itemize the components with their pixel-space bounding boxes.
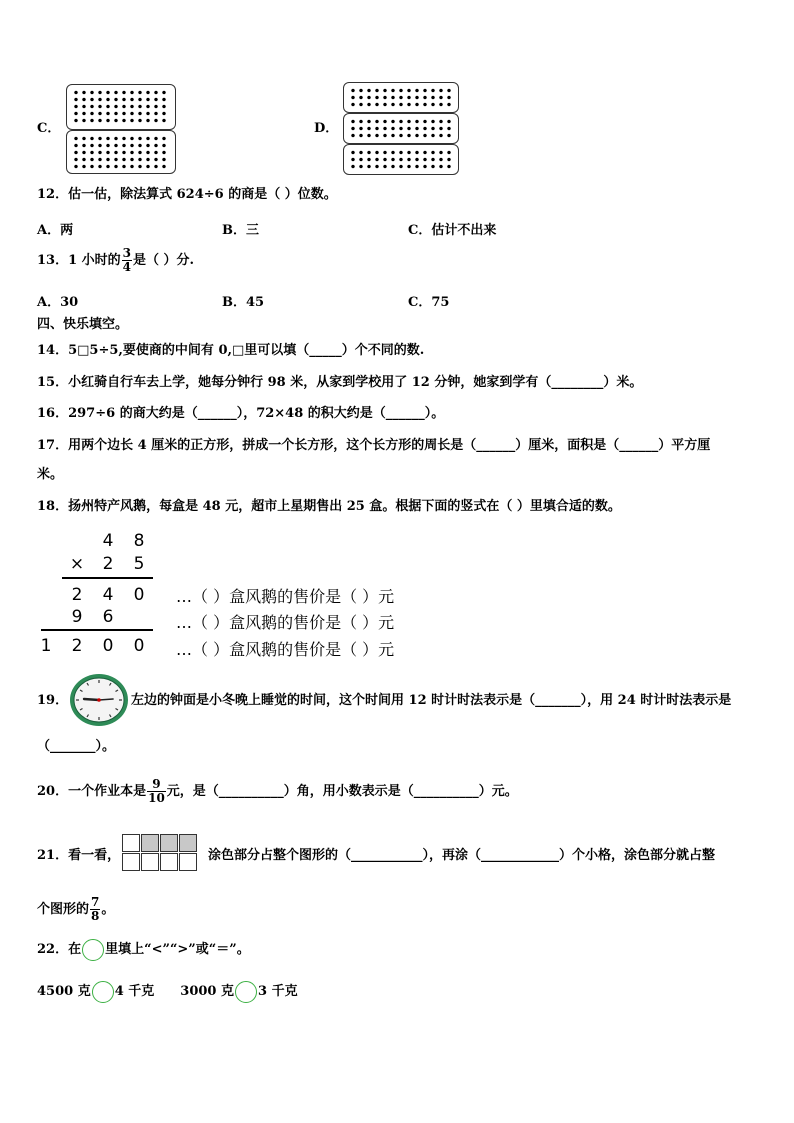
clock-icon (68, 671, 130, 727)
grid-cell (179, 853, 197, 871)
digit: 2 (71, 585, 83, 605)
compare-blank-1[interactable] (92, 981, 114, 1003)
digit: 2 (102, 554, 114, 574)
note-line-1: …（ ）盒风鹅的售价是（ ）元 (176, 587, 395, 606)
grid-cell (122, 853, 140, 871)
compare-blank-2[interactable] (235, 981, 257, 1003)
question-22: 22．在 里填上“<”“>”或“＝”。 (37, 938, 250, 962)
digit: 0 (133, 585, 145, 605)
grid-cell-shaded (179, 834, 197, 852)
question-21-prefix: 21．看一看， (37, 848, 121, 863)
note-line-2: …（ ）盒风鹅的售价是（ ）元 (176, 613, 395, 632)
dot-card (343, 113, 459, 144)
grid-cell (141, 853, 159, 871)
fraction: $\frac{3}{4}$ (122, 246, 132, 274)
dot-card (66, 130, 176, 174)
question-17: 17．用两个边长 4 厘米的正方形，拼成一个长方形，这个长方形的周长是（______）厘米，面积是（______）平方厘 (37, 438, 711, 453)
question-19-cont: （_______）。 (37, 739, 116, 754)
digit: 0 (102, 636, 114, 656)
fraction: $\frac{9}{10}$ (148, 777, 165, 805)
question-20: 20．一个作业本是 $\frac{9}{10}$ 元，是（__________）角，用小数表示是（__________）元。 (37, 777, 518, 805)
digit: 8 (133, 531, 145, 551)
q12-option-b[interactable]: B．三 (222, 223, 259, 238)
option-d-label: D． (314, 121, 339, 136)
question-19-number: 19． (37, 693, 69, 708)
question-14: 14．5□5÷5,要使商的中间有 0,□里可以填（_____）个不同的数. (37, 343, 425, 358)
q12-option-a[interactable]: A．两 (37, 223, 74, 238)
dot-card (343, 82, 459, 113)
divider-line (62, 577, 153, 579)
grid-cell-shaded (141, 834, 159, 852)
grid-cell (160, 853, 178, 871)
digit: 2 (71, 636, 83, 656)
section-title: 四、快乐填空。 (37, 317, 129, 332)
digit: 5 (133, 554, 145, 574)
compare-row: 4500 克 4 千克 3000 克 3 千克 (37, 980, 298, 1004)
q12-option-c[interactable]: C．估计不出来 (408, 223, 497, 238)
dot-card (66, 84, 176, 130)
question-19: 左边的钟面是小冬晚上睡觉的时间，这个时间用 12 时计时法表示是（_______），用 24 时计时法表示是 (131, 693, 732, 708)
dot-card (343, 144, 459, 175)
compare-circle-icon (82, 939, 104, 961)
question-18: 18．扬州特产风鹅，每盒是 48 元，超市上星期售出 25 盒。根据下面的竖式在（ ）里填合适的数。 (37, 499, 621, 514)
times-sign: × (69, 554, 85, 574)
grid-cell (122, 834, 140, 852)
digit: 6 (102, 607, 114, 627)
digit: 1 (40, 636, 52, 656)
digit: 4 (102, 585, 114, 605)
question-13: 13．1 小时的 $\frac{3}{4}$ 是（ ）分. (37, 246, 195, 274)
q13-option-a[interactable]: A．30 (37, 295, 79, 310)
divider-line (41, 629, 153, 631)
question-15: 15．小红骑自行车去上学，她每分钟行 98 米，从家到学校用了 12 分钟，她家到学有（________）米。 (37, 375, 643, 390)
grid-cell-shaded (160, 834, 178, 852)
digit: 4 (102, 531, 114, 551)
question-21: 涂色部分占整个图形的（___________），再涂（____________）个小格，涂色部分就占整 (208, 848, 716, 863)
question-12: 12．估一估，除法算式 624÷6 的商是（ ）位数。 (37, 187, 337, 202)
q13-option-c[interactable]: C．75 (408, 295, 450, 310)
digit: 9 (71, 607, 83, 627)
q13-option-b[interactable]: B．45 (222, 295, 265, 310)
question-21-cont: 个图形的 $\frac{7}{8}$ 。 (37, 895, 115, 923)
question-16: 16．297÷6 的商大约是（______），72×48 的积大约是（______）。 (37, 406, 445, 421)
option-c-label: C． (37, 121, 61, 136)
fraction: $\frac{7}{8}$ (91, 895, 100, 923)
note-line-3: …（ ）盒风鹅的售价是（ ）元 (176, 640, 395, 659)
question-17-cont: 米。 (37, 467, 64, 482)
digit: 0 (133, 636, 145, 656)
